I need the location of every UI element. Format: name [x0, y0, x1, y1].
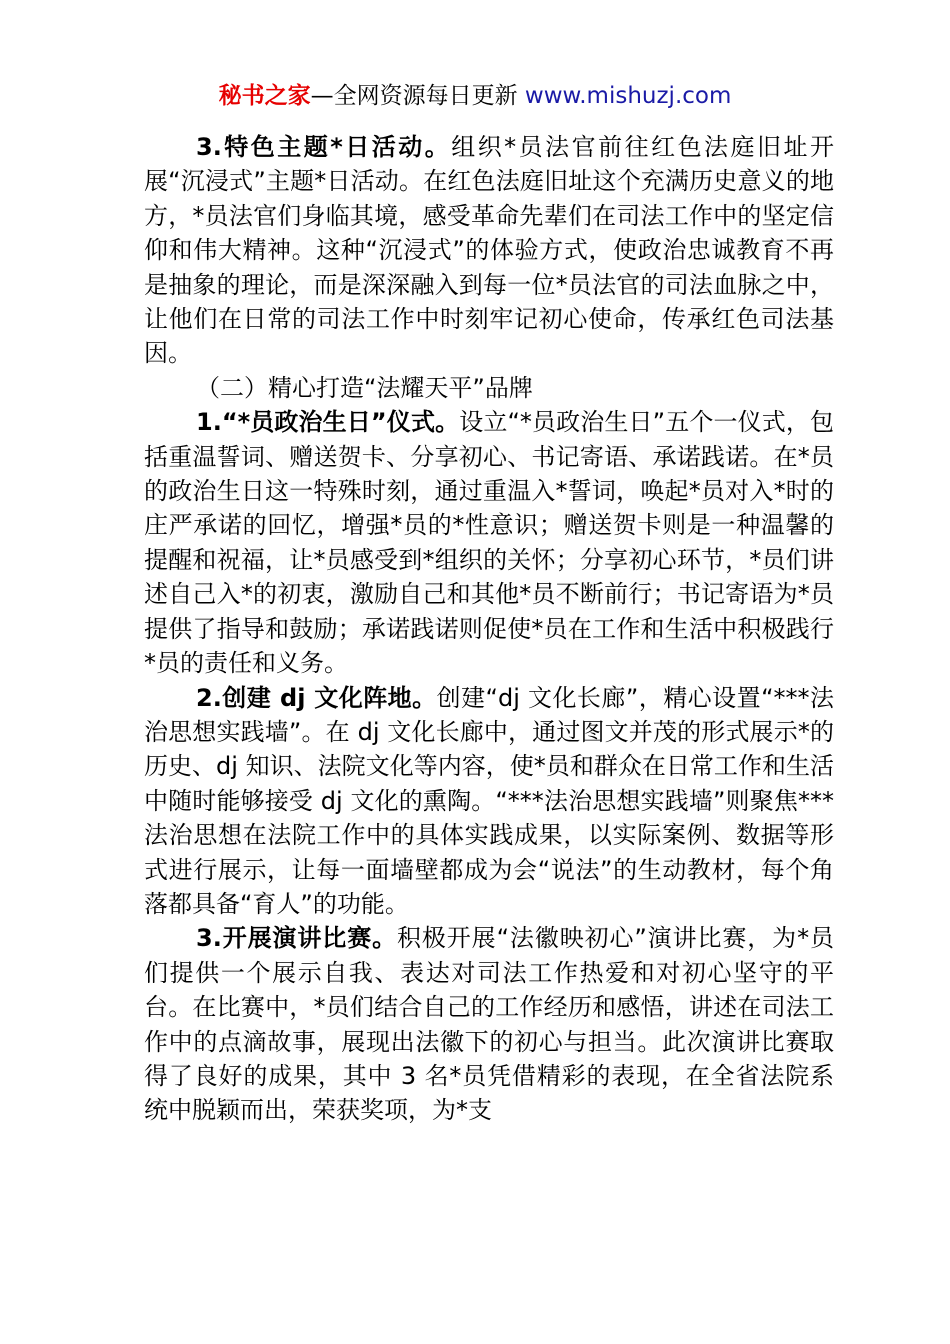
paragraph-lead: 1.“*员政治生日”仪式。 [196, 408, 460, 437]
paragraph-text: 组织*员法官前往红色法庭旧址开展“沉浸式”主题*日活动。在红色法庭旧址这个充满历史意义的地方，*员法官们身临其境，感受革命先辈们在司法工作中的坚定信仰和伟大精神。这种“沉浸式”的体验方式，使政治忠诚教育不再是抽象的理论，而是深深融入到每一位*员法官的司法血脉之中，让他们在日常的司法工作中时刻牢记初心使命，传承红色司法基因。 [144, 133, 834, 368]
site-brand: 秘书之家 [218, 83, 311, 109]
document-body [144, 130, 834, 1128]
paragraph-themed-activity [144, 130, 834, 371]
paragraph-political-birthday [144, 405, 834, 680]
site-url: www.mishuzj.com [524, 83, 732, 109]
paragraph-text: 设立“*员政治生日”五个一仪式，包括重温誓词、赠送贺卡、分享初心、书记寄语、承诺践诺。在*员的政治生日这一特殊时刻，通过重温入*誓词，唤起*员对入*时的庄严承诺的回忆，增强*员的*性意识；赠送贺卡则是一种温馨的提醒和祝福，让*员感受到*组织的关怀；分享初心环节，*员们讲述自己入*的初衷，激励自己和其他*员不断前行；书记寄语为*员提供了指导和鼓励；承诺践诺则促使*员在工作和生活中积极践行*员的责任和义务。 [144, 408, 834, 678]
paragraph-lead: 2.创建 dj 文化阵地。 [196, 683, 437, 712]
paragraph-lead: 3.特色主题*日活动。 [196, 133, 452, 161]
site-tagline: —全网资源每日更新 [310, 83, 525, 109]
paragraph-text: 创建“dj 文化长廊”，精心设置“***法治思想实践墙”。在 dj 文化长廊中，通过图文并茂的形式展示*的历史、dj 知识、法院文化等内容，使*员和群众在日常工作和生活中随时能够接受 dj 文化的熏陶。“***法治思想实践墙”则聚焦***法治思想在法院工作中的具体实践成果，以实际案例、数据等形式进行展示，让每一面墙壁都成为会“说法”的生动教材，每个角落都具备“育人”的功能。 [144, 683, 834, 918]
paragraph-lead: 3.开展演讲比赛。 [196, 924, 397, 953]
paragraph-culture-position [144, 681, 834, 922]
section-heading: （二）精心打造“法耀天平”品牌 [196, 373, 533, 402]
site-header [0, 80, 950, 112]
paragraph-text: 积极开展“法徽映初心”演讲比赛，为*员们提供一个展示自我、表达对司法工作热爱和对初心坚守的平台。在比赛中，*员们结合自己的工作经历和感悟，讲述在司法工作中的点滴故事，展现出法徽下的初心与担当。此次演讲比赛取得了良好的成果，其中 3 名*员凭借精彩的表现，在全省法院系统中脱颖而出，荣获奖项，为*支 [144, 924, 834, 1125]
paragraph-speech-contest [144, 921, 834, 1127]
